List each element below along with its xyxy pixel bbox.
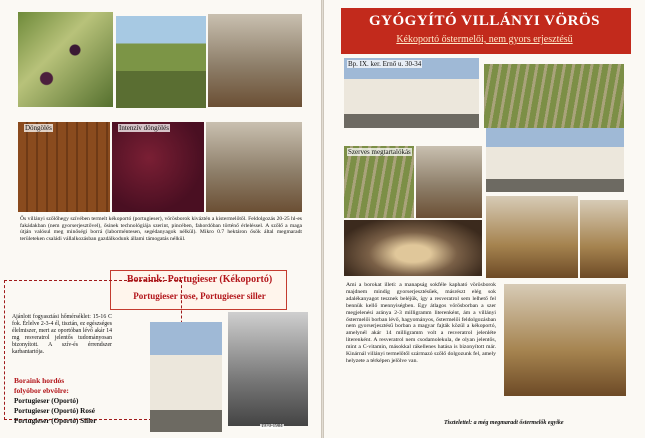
wines-heading: Boraink: Portugieser (Kékoportó) [126, 274, 273, 285]
wine-cellar-tunnel-photo [344, 220, 482, 276]
wines-subheading: Portugieser rose, Portugieser siller [133, 291, 266, 301]
bottles-heading-line1: Boraink hordós [14, 376, 65, 385]
vineyard-house-photo [150, 322, 222, 432]
vineyard-photo [344, 146, 414, 218]
page-title: GYÓGYÍTÓ VILLÁNYI VÖRÖS [369, 13, 600, 29]
bottle-item: Portugieser (Oportó) Rosé [14, 407, 95, 415]
serving-paragraph: Ajánlott fogyasztási hőmérséklet: 15-16 C fok. Érlelve 2-3-4 él, tisztán, ez egészséges élelmiszer, mert az oportóban lévő akár 14 mg resveratrol jelentős tudományosan bizonyított. A szív-és érrendszer karbantartója. [12, 314, 112, 355]
left-page [0, 0, 322, 438]
shop-front-photo [344, 58, 479, 128]
elder-winemaker-photo [228, 312, 308, 426]
bottle-item: Portugieser (Oportó) Siller [14, 417, 97, 425]
photo-credit: 1970-1984 [261, 424, 283, 429]
photo-caption-intenziv-dongoles: Intenzív döngölés [119, 124, 169, 132]
dining-room-photo [504, 284, 626, 396]
crushed-grapes-photo [112, 122, 204, 212]
address-label: Bp. IX. ker. Ernő u. 30-34 [348, 60, 422, 68]
intro-paragraph: Ős villányi szőlőhegy szívében termelt kékoportó (portugieser), vörösborok kiváztén a kistermelőtől. Feldolgozás 20-25 hl-es fakádakban (nem gyorserjesztővel), ősinek technológiája szerint, pincében, fahordóban történő érleléssel. A szőlő a maga útján valósul meg minőségi borrá (laborméntesen, segédanyagok nélkül). Mikro 0.7 hektáron ősök által megmaradt területeken családi vállalkozásban gazdálkodunk állami támogatás nélkül. [20, 216, 302, 242]
body-paragraph: Ami a borokat illeti: a manapság sokféle kapható vörösborok majdnem mindig gyorserjesztésűek, másrészt elég sok adalékanyagot tesznek beléjük, így a resveratrol sem lelhető fel bennük kellő mennyiségben. Egy átlagos vörösborban a szer megjelenési aránya 2-3 milligramm literenként, ám a villányi őstermelői borban lévő, hagyományos, őstermelői feldolgozásban nem gyorserjesztésű borban a magyar fajták közül a kékoportó, amelynél akár 14 milligramm volt a resveratrol jelenléte literenként. A resveratrol nem csodamolekula, de olyan jelentős, mint a C-vitamin, másokkal rákellenes hatása is bizonyított már. Kinárnál villányi termelőtől származó szőlő dolgozunk fel, amely helyzete a térképen jelölve van. [346, 282, 496, 364]
page-subtitle: Kékoportó őstermelői, nem gyors erjesztésű [396, 34, 573, 45]
cellar-door-photo [580, 200, 628, 278]
bottles-list [14, 396, 97, 426]
footer-signature: Tisztelettel: a még megmaradt őstermelők egyike [444, 420, 564, 426]
photo-caption-dongoles: Döngölés [25, 124, 52, 132]
cellar-barrels-photo [206, 122, 302, 212]
bottle-item: Portugieser (Oportó) [14, 397, 79, 405]
vineyard-rows-photo [484, 64, 624, 128]
right-page [324, 0, 645, 438]
white-press-house-photo [486, 128, 624, 192]
grape-cluster-photo [18, 12, 113, 107]
tasting-room-photo [486, 196, 578, 278]
grape-press-photo [208, 14, 302, 107]
cellar-corridor-photo [416, 146, 482, 218]
bottles-heading-line2: folyóbor ebvölre: [14, 386, 69, 395]
harvest-workers-photo [116, 16, 206, 108]
tasting-label: Szerves megtartalókás [348, 148, 411, 156]
wooden-vat-photo [18, 122, 110, 212]
